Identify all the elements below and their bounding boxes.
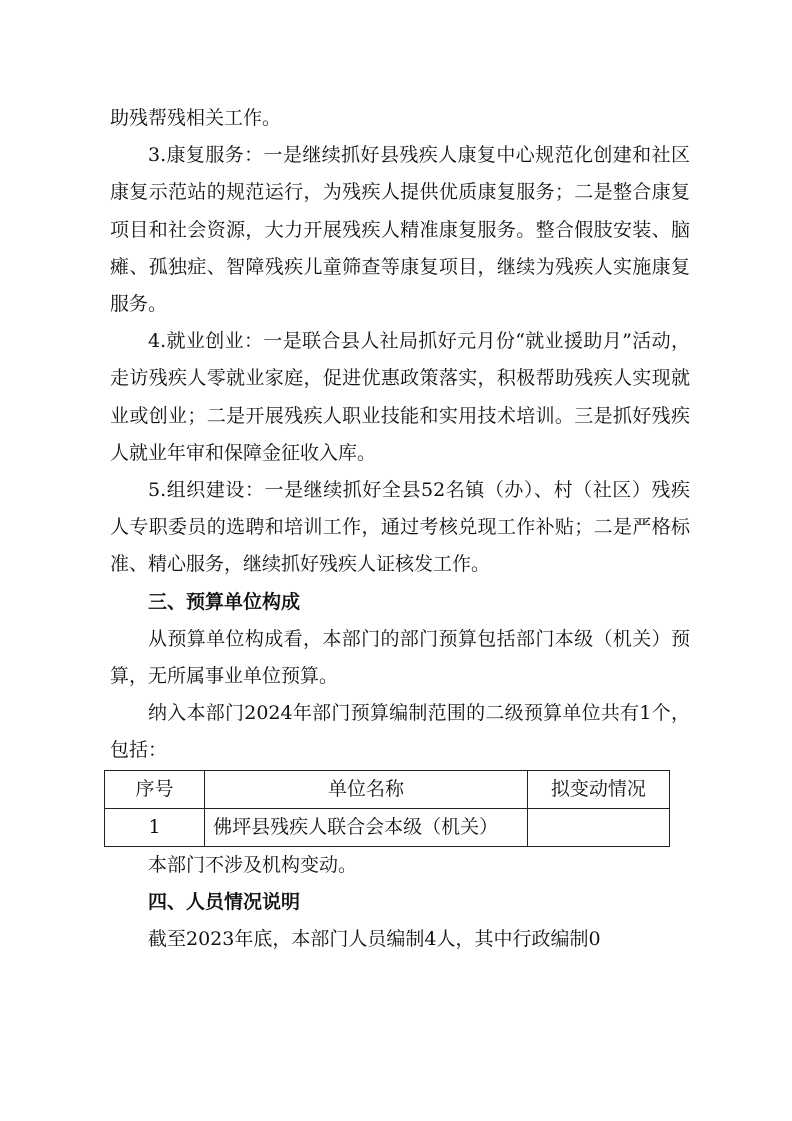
table-header-row	[105, 770, 670, 808]
paragraph-budget-composition: 从预算单位构成看，本部门的部门预算包括部门本级（机关）预算，无所属事业单位预算。	[110, 627, 690, 688]
cell-no: 1	[105, 808, 205, 846]
paragraph-staffing: 截至2023年底，本部门人员编制4人，其中行政编制0	[148, 928, 601, 951]
document-page	[110, 100, 690, 959]
cell-change	[527, 808, 669, 846]
cell-name: 佛坪县残疾人联合会本级（机关）	[205, 808, 528, 846]
paragraph-organization: 5.组织建设：一是继续抓好全县52名镇（办）、村（社区）残疾人专职委员的选聘和培训工作，通过考核兑现工作补贴；二是严格标准、精心服务，继续抓好残疾人证核发工作。	[110, 479, 690, 576]
column-header-no: 序号	[105, 770, 205, 808]
heading-budget-units: 三、预算单位构成	[148, 590, 301, 613]
paragraph-secondary-units: 纳入本部门2024年部门预算编制范围的二级预算单位共有1个，包括：	[110, 702, 690, 762]
heading-personnel: 四、人员情况说明	[148, 891, 301, 914]
paragraph-no-change: 本部门不涉及机构变动。	[148, 854, 358, 877]
paragraph-rehabilitation: 3.康复服务：一是继续抓好县残疾人康复中心规范化创建和社区康复示范站的规范运行，为残疾人提供优质康复服务；二是整合康复项目和社会资源，大力开展残疾人精准康复服务。整合假肢安装、脑瘫、孤独症、智障残疾儿童筛查等康复项目，继续为残疾人实施康复服务。	[110, 144, 690, 316]
paragraph-employment: 4.就业创业：一是联合县人社局抓好元月份“就业援助月”活动，走访残疾人零就业家庭，促进优惠政策落实，积极帮助残疾人实现就业或创业；二是开展残疾人职业技能和实用技术培训。三是抓好残疾人就业年审和保障金征收入库。	[110, 330, 690, 464]
column-header-change: 拟变动情况	[527, 770, 669, 808]
column-header-name: 单位名称	[205, 770, 528, 808]
budget-units-table	[104, 770, 670, 847]
table-row	[105, 808, 670, 846]
paragraph-continuation: 助残帮残相关工作。	[110, 107, 282, 129]
